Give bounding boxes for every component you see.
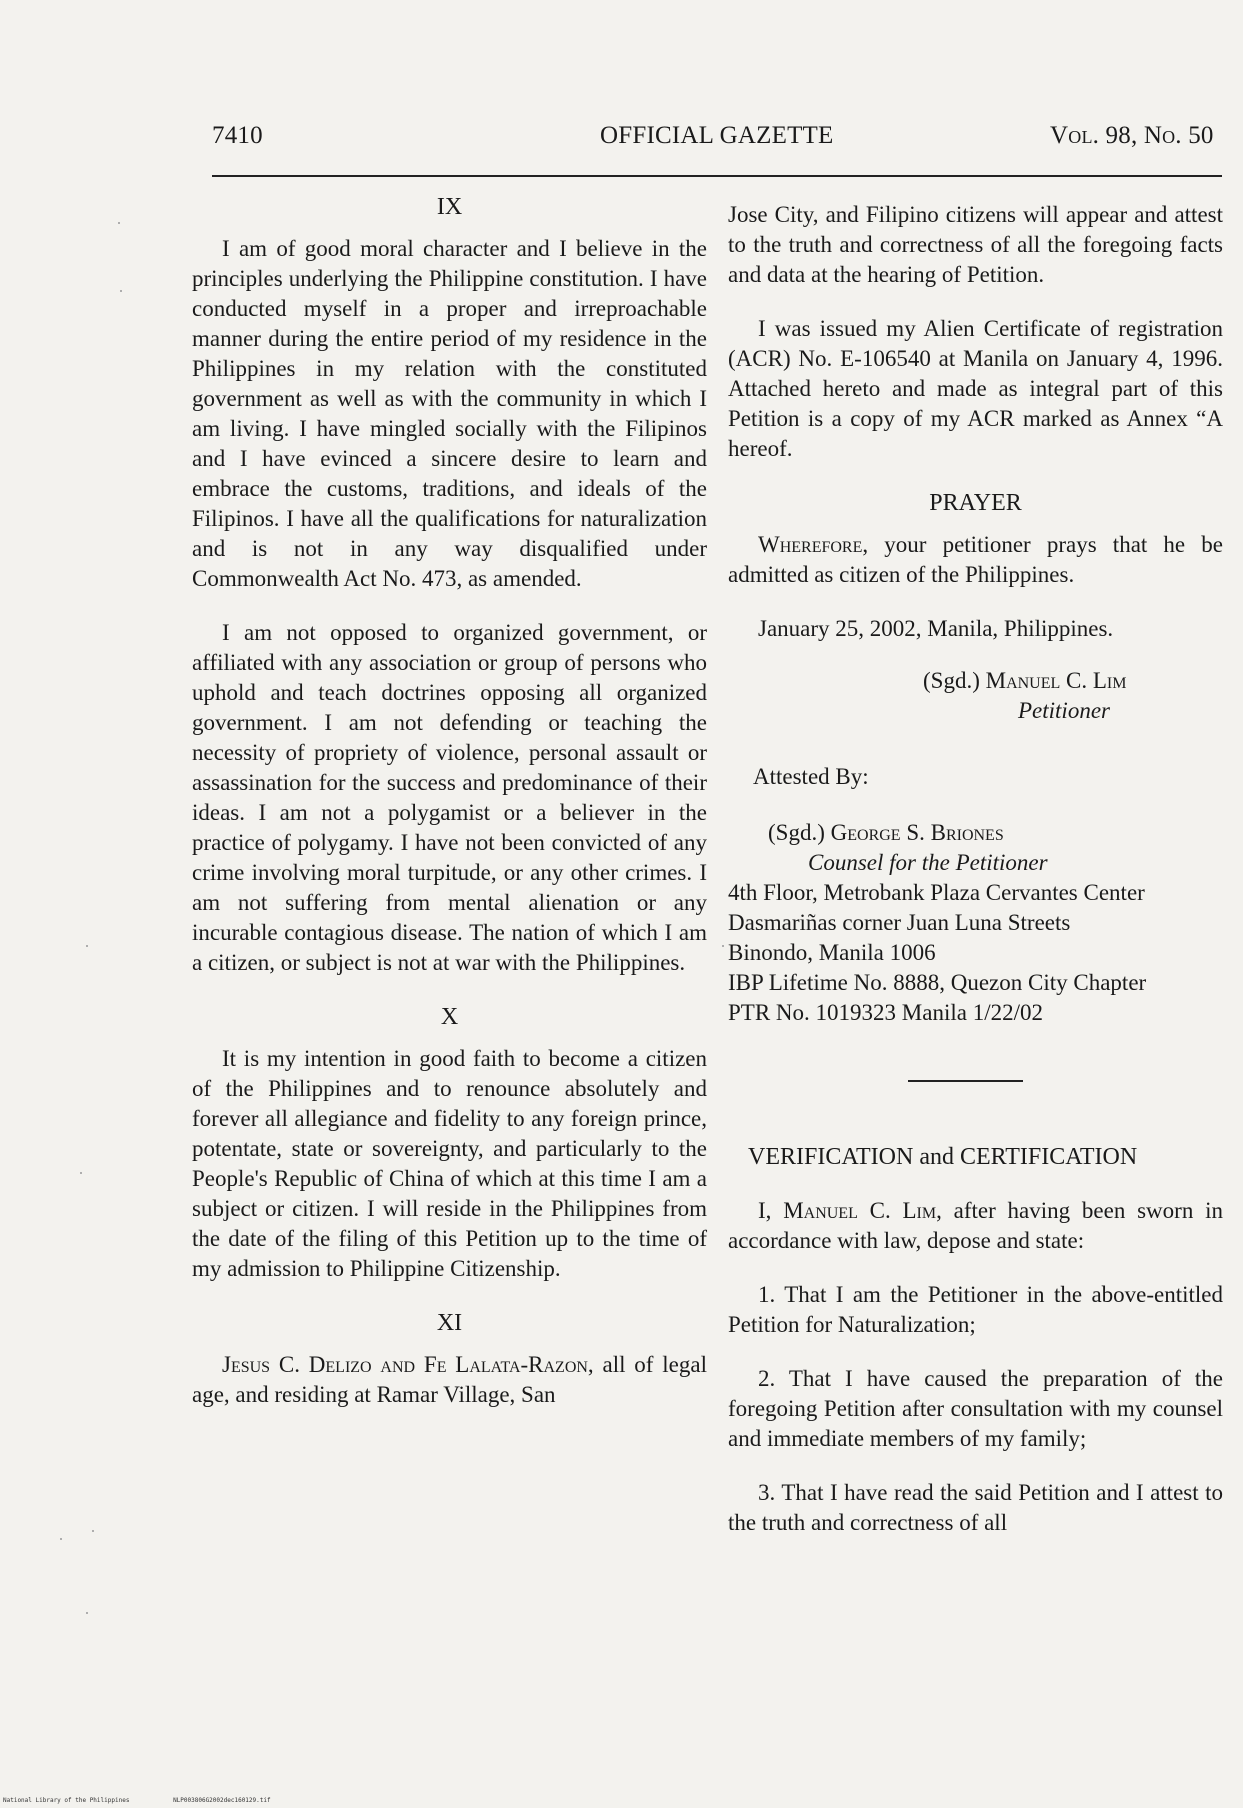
xi-paragraph [192, 1350, 707, 1410]
scan-speck [722, 945, 724, 947]
scan-speck [92, 1530, 94, 1532]
verification-intro [728, 1196, 1223, 1256]
section-heading-ix: IX [436, 194, 463, 220]
witness-names: Jesus C. Delizo and Fe Lalata-Razon, [222, 1352, 594, 1377]
ix-paragraph-1: I am of good moral character and I believe in the principles underlying the Philippine constitution. I have conducted myself in a proper and irreproachable manner during the entire period of my residence in the Philippines in my relation with the constituted government as well as with the community in which I am living. I have mingled socially with the Filipinos and I have evinced a sincere desire to learn and embrace the customs, traditions, and ideals of the Filipinos. I have all the qualifications for naturalization and is not in any way disqualified under Commonwealth Act No. 473, as amended. [192, 236, 707, 591]
section-heading-xi: XI [436, 1310, 463, 1336]
verification-lead: I, [758, 1198, 784, 1223]
dateline: January 25, 2002, Manila, Philippines. [758, 616, 1114, 641]
address-line: Binondo, Manila 1006 [728, 940, 936, 965]
verification-heading: VERIFICATION and CERTIFICATION [748, 1144, 1138, 1170]
page-number: 7410 [212, 122, 263, 149]
ix-paragraph-2: I am not opposed to organized government, or affiliated with any association or group of persons who uphold and teach doctrines opposing all organized government. I am not defending or teaching the necessity of propriety of violence, personal assault or assassination for the success and predominance of their ideas. I am not a polygamist or a believer in the practice of polygamy. I have not been convicted of any crime involving moral turpitude, or any other crimes. I am not suffering from mental alienation or any incurable contagious disease. The nation of which I am a citizen, or subject is not at war with the Philippines. [192, 620, 707, 975]
verification-name: Manuel C. Lim, [783, 1198, 942, 1223]
prayer-lead: Wherefore, [758, 532, 869, 557]
prayer-heading: PRAYER [929, 490, 1022, 516]
address-line: IBP Lifetime No. 8888, Quezon City Chapter [728, 970, 1147, 995]
verification-item-1: 1. That I am the Petitioner in the above-entitled Petition for Naturalization; [728, 1282, 1223, 1337]
counsel-name: George S. Briones [830, 820, 1004, 845]
prayer-paragraph [728, 530, 1223, 590]
scan-speck [86, 1612, 88, 1614]
petitioner-signature [923, 666, 1223, 696]
scan-speck [120, 290, 122, 292]
xi-continued-paragraph: Jose City, and Filipino citizens will appear and attest to the truth and correctness of all the foregoing facts and data at the hearing of Petition. [728, 202, 1223, 287]
x-paragraph: It is my intention in good faith to become a citizen of the Philippines and to renounce absolutely and forever all allegiance and fidelity to any foreign prince, potentate, state or sovereignty, and particularly to the People's Republic of China of which at this time I am a subject or citizen. I will reside in the Philippines from the date of the filing of this Petition up to the time of my admission to Philippine Citizenship. [192, 1046, 707, 1281]
volume-number: Vol. 98, No. 50 [1050, 122, 1214, 149]
header-rule [212, 175, 1222, 177]
petitioner-sgd: (Sgd.) [923, 668, 986, 693]
right-column [728, 200, 1223, 1562]
counsel-title: Counsel for the Petitioner [808, 850, 1048, 875]
acr-paragraph: I was issued my Alien Certificate of registration (ACR) No. E-106540 at Manila on January 4, 1996. Attached hereto and made as integral part of this Petition is a copy of my ACR marked as Annex “A hereof. [728, 316, 1223, 461]
section-divider [908, 1080, 1023, 1082]
scan-speck [86, 945, 88, 947]
prayer-text: your petitioner prays that he be admitted as citizen of the Philippines. [728, 532, 1223, 587]
attested-by: Attested By: [753, 764, 869, 789]
counsel-address [728, 878, 1223, 1028]
xi-paragraph-text: all of legal age, and residing at Ramar Village, San [192, 1352, 707, 1407]
left-column [192, 192, 707, 1434]
verification-text: after having been sworn in accordance with law, depose and state: [728, 1198, 1223, 1253]
petitioner-title: Petitioner [1018, 698, 1110, 723]
address-line: Dasmariñas corner Juan Luna Streets [728, 910, 1071, 935]
counsel-signature [768, 818, 1223, 848]
footer-library: National Library of the Philippines [3, 1797, 130, 1804]
section-heading-x: X [440, 1004, 459, 1030]
footer-file: NLP003806G2002dec160129.tif [173, 1797, 271, 1804]
address-line: PTR No. 1019323 Manila 1/22/02 [728, 1000, 1043, 1025]
address-line: 4th Floor, Metrobank Plaza Cervantes Center [728, 880, 1145, 905]
petitioner-name: Manuel C. Lim [985, 668, 1127, 693]
counsel-sgd: (Sgd.) [768, 820, 831, 845]
scan-footer [3, 1797, 311, 1804]
gazette-title: OFFICIAL GAZETTE [600, 122, 834, 149]
scan-speck [80, 1172, 82, 1174]
scan-speck [118, 222, 120, 224]
scan-speck [60, 1538, 62, 1540]
verification-item-2: 2. That I have caused the preparation of the foregoing Petition after consultation with my counsel and immediate members of my family; [728, 1366, 1223, 1451]
verification-item-3: 3. That I have read the said Petition and I attest to the truth and correctness of all [728, 1480, 1223, 1535]
